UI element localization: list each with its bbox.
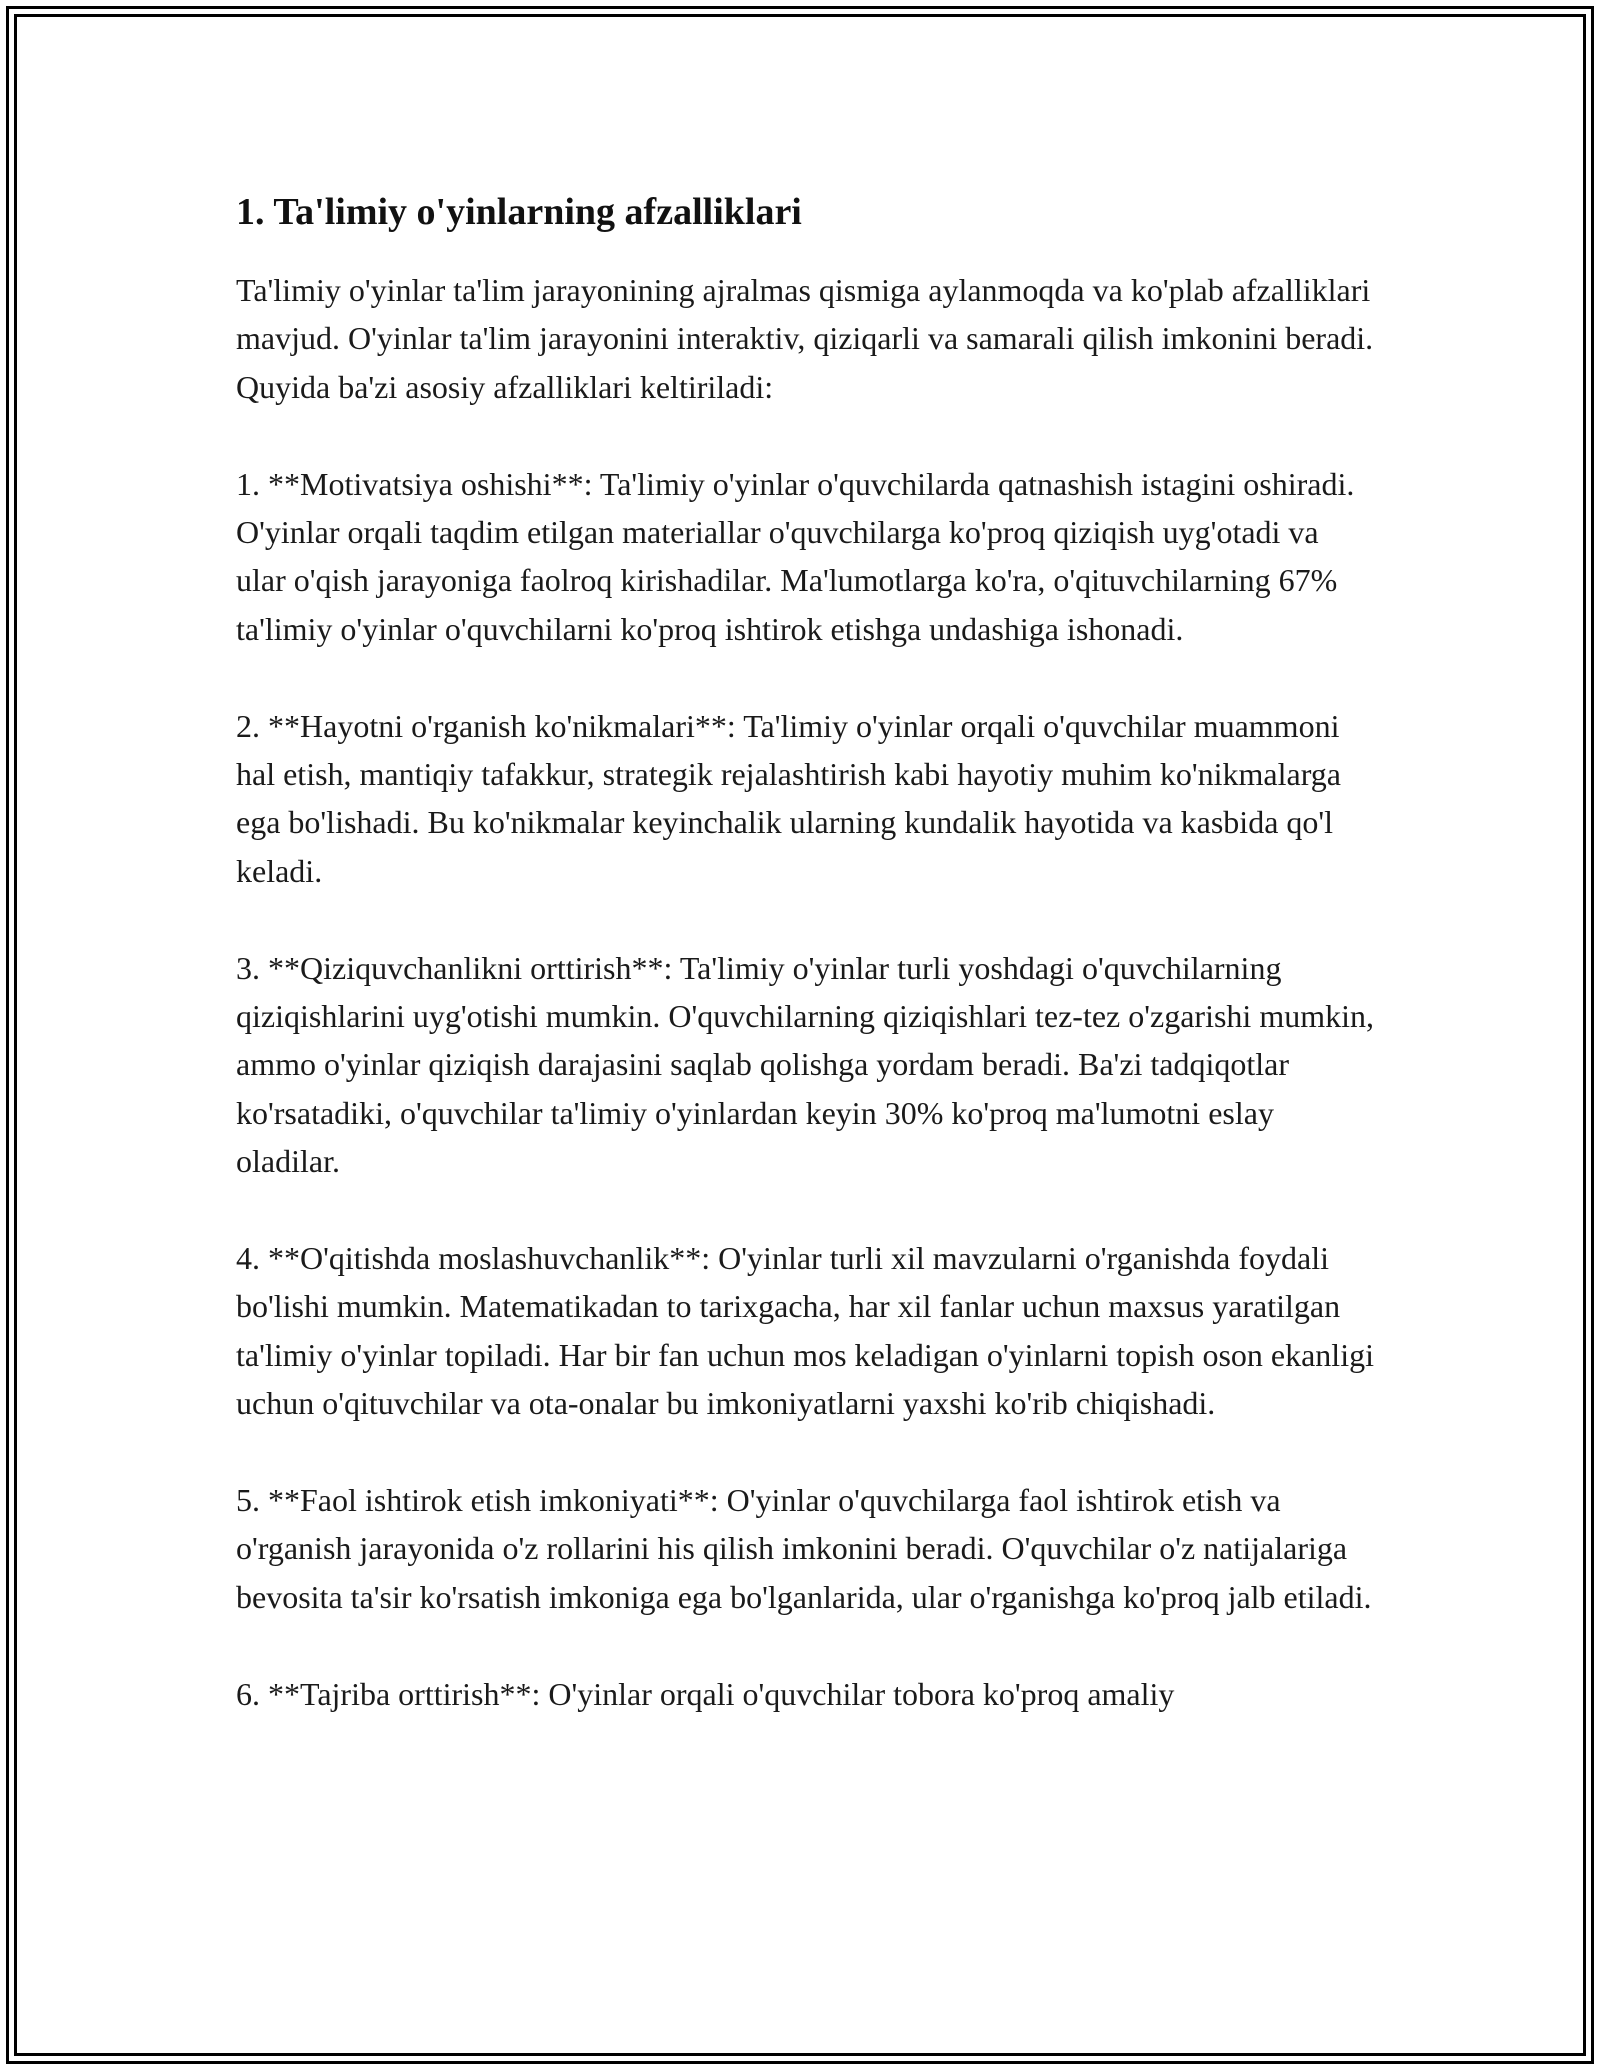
list-item-curiosity: 3. **Qiziquvchanlikni orttirish**: Ta'limiy o'yinlar turli yoshdagi o'quvchilarning qiziqishlarini uyg'otishi mumkin. O'quvchilarning qiziqishlari tez-tez o'zgarishi mumkin, ammo o'yinlar qiziqish darajasini saqlab qolishga yordam beradi. Ba'zi tadqiqotlar ko'rsatadiki, o'quvchilar ta'limiy o'yinlardan keyin 30% ko'proq ma'lumotni eslay oladilar. [236, 949, 1374, 1180]
intro-paragraph: Ta'limiy o'yinlar ta'lim jarayonining ajralmas qismiga aylanmoqda va ko'plab afzalliklari mavjud. O'yinlar ta'lim jarayonini interaktiv, qiziqarli va samarali qilish imkonini beradi. Quyida ba'zi asosiy afzalliklari keltiriladi: [236, 272, 1374, 405]
list-item-life-skills: 2. **Hayotni o'rganish ko'nikmalari**: Ta'limiy o'yinlar orqali o'quvchilar muammoni hal etish, mantiqiy tafakkur, strategik rejalashtirish kabi hayotiy muhim ko'nikmalarga ega bo'lishadi. Bu ko'nikmalar keyinchalik ularning kundalik hayotida va kasbida qo'l keladi. [236, 707, 1341, 889]
list-item-active-participation: 5. **Faol ishtirok etish imkoniyati**: O'yinlar o'quvchilarga faol ishtirok etish va o'rganish jarayonida o'z rollarini his qilish imkonini beradi. O'quvchilar o'z natijalariga bevosita ta'sir ko'rsatish imkoniga ega bo'lganlarida, ular o'rganishga ko'proq jalb etiladi. [236, 1482, 1372, 1615]
section-heading: 1. Ta'limiy o'yinlarning afzalliklari [236, 191, 802, 233]
list-item-experience: 6. **Tajriba orttirish**: O'yinlar orqali o'quvchilar tobora ko'proq amaliy [236, 1675, 1175, 1712]
list-item-flexibility: 4. **O'qitishda moslashuvchanlik**: O'yinlar turli xil mavzularni o'rganishda foydali bo'lishi mumkin. Matematikadan to tarixgacha, har xil fanlar uchun maxsus yaratilgan ta'limiy o'yinlar topiladi. Har bir fan uchun mos keladigan o'yinlarni topish oson ekanligi uchun o'qituvchilar va ota-onalar bu imkoniyatlarni yaxshi ko'rib chiqishadi. [236, 1240, 1374, 1422]
list-item-motivation: 1. **Motivatsiya oshishi**: Ta'limiy o'yinlar o'quvchilarda qatnashish istagini oshiradi. O'yinlar orqali taqdim etilgan materiallar o'quvchilarga ko'proq qiziqish uyg'otadi va ular o'qish jarayoniga faolroq kirishadilar. Ma'lumotlarga ko'ra, o'qituvchilarning 67% ta'limiy o'yinlar o'quvchilarni ko'proq ishtirok etishga undashiga ishonadi. [236, 465, 1355, 647]
document-body [236, 182, 1376, 1718]
